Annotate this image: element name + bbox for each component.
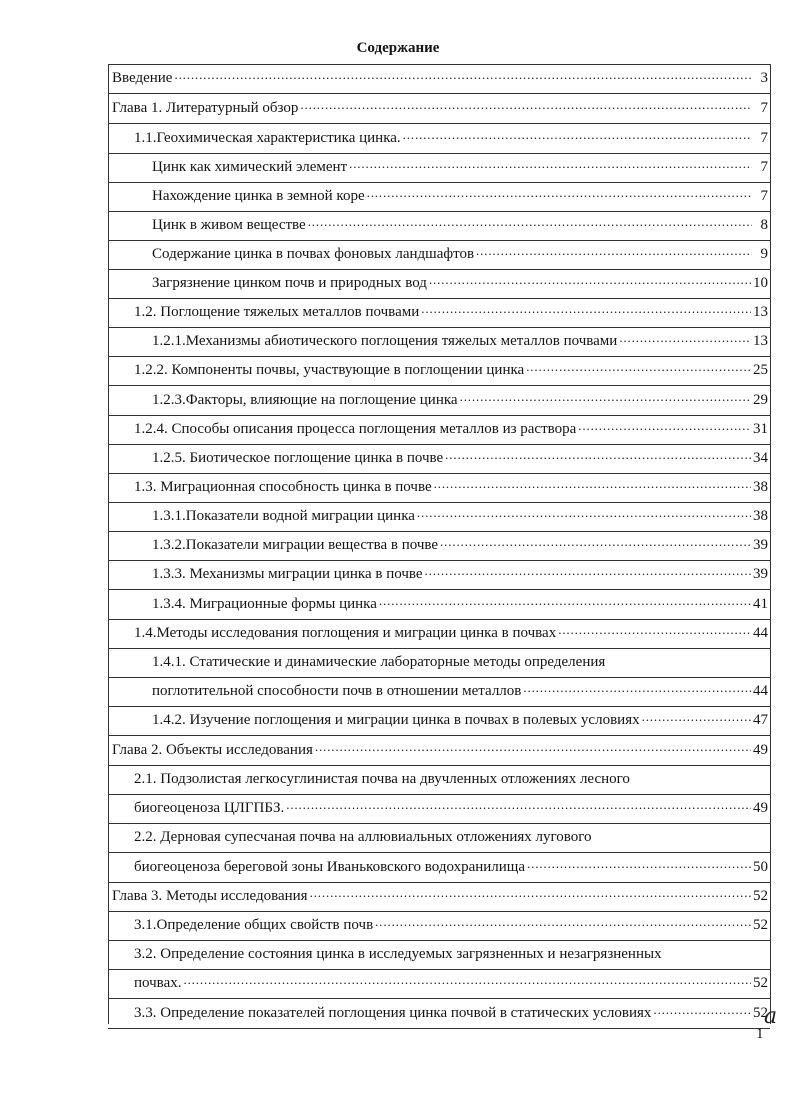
toc-entry-page: 7 [760,188,768,204]
toc-entry-page: 44 [753,683,768,699]
toc-entry-page: 38 [753,508,768,524]
row-rule [108,706,770,707]
toc-entry-page: 39 [753,566,768,582]
toc-entry-title: 1.2.3.Факторы, влияющие на поглощение цинка [152,392,458,408]
toc-entry [112,98,768,118]
dot-leader [308,212,752,232]
toc-entry-page: 13 [753,333,768,349]
row-rule [108,502,770,503]
toc-entry-page: 52 [753,917,768,933]
toc-entry-title: 1.2. Поглощение тяжелых металлов почвами [134,304,420,320]
toc-entry [152,506,768,526]
dot-leader [417,503,751,523]
dot-leader [315,737,751,757]
row-rule [108,794,770,795]
dot-leader [174,65,752,85]
row-rule [108,619,770,620]
dot-leader [403,125,752,145]
toc-entry-title: 3.2. Определение состояния цинка в исследуемых загрязненных и незагрязненных [134,946,662,962]
row-rule [108,589,770,590]
dot-leader [523,678,751,698]
toc-entry [152,564,768,584]
dot-leader [434,474,751,494]
toc-entry [134,827,768,847]
row-rule [108,882,770,883]
toc-entry-page: 34 [753,450,768,466]
toc-entry-title: 1.2.5. Биотическое поглощение цинка в почве [152,450,444,466]
toc-entry [134,798,768,818]
row-rule [108,852,770,853]
toc-entry-page: 7 [760,100,768,116]
toc-entry-title: 1.4.Методы исследования поглощения и миграции цинка в почвах [134,625,557,641]
toc-entry [152,244,768,264]
toc-entry-title: Цинк как химический элемент [152,159,348,175]
row-rule [108,153,770,154]
toc-entry-page: 7 [760,159,768,175]
toc-entry-title: 1.3.1.Показатели водной миграции цинка [152,508,415,524]
toc-entry [152,215,768,235]
toc-entry [134,623,768,643]
toc-entry-title: 1.4.1. Статические и динамические лабораторные методы определения [152,654,606,670]
toc-entry [152,331,768,351]
row-rule [108,998,770,999]
toc-entry-title: Нахождение цинка в земной коре [152,188,365,204]
toc-entry [134,769,768,789]
dot-leader [367,183,752,203]
toc-entry-title: 1.3.2.Показатели миграции вещества в почве [152,537,439,553]
dot-leader [183,970,751,990]
toc-entry-title: Глава 2. Объекты исследования [112,742,313,758]
toc-entry [152,535,768,555]
toc-entry-page: 52 [753,1005,768,1021]
toc-entry-page: 50 [753,859,768,875]
toc-entry [152,652,768,672]
dot-leader [476,241,752,261]
toc-entry-title: Введение [112,70,173,86]
row-rule [108,473,770,474]
row-rule [108,648,770,649]
frame-line [770,64,771,1024]
toc-entry-page: 7 [760,130,768,146]
toc-entry-page: 3 [760,70,768,86]
toc-entry [152,273,768,293]
row-rule [108,182,770,183]
row-rule [108,211,770,212]
toc-entry [134,360,768,380]
row-rule [108,560,770,561]
row-rule [108,735,770,736]
dot-leader [558,620,751,640]
dot-leader [429,270,751,290]
dot-leader [349,154,752,174]
dot-leader [425,561,751,581]
dot-leader [310,883,751,903]
toc-entry-title: 1.4.2. Изучение поглощения и миграции цинка в почвах в полевых условиях [152,712,640,728]
toc-entry-title: 3.1.Определение общих свойств почв [134,917,374,933]
toc-entry-page: 49 [753,742,768,758]
toc-entry-title: Цинк в живом веществе [152,217,306,233]
dot-leader [527,854,751,874]
toc-entry [152,681,768,701]
row-rule [108,298,770,299]
row-rule [108,356,770,357]
page-number: 1 [756,1026,764,1042]
toc-entry-title: 2.2. Дерновая супесчаная почва на аллювиальных отложениях лугового [134,829,592,845]
toc-entry-page: 25 [753,362,768,378]
row-rule [108,415,770,416]
toc-entry [134,128,768,148]
dot-leader [653,1000,751,1020]
toc-entry [134,419,768,439]
dot-leader [619,328,751,348]
toc-entry-page: 49 [753,800,768,816]
toc-entry [134,1003,768,1023]
row-rule [108,123,770,124]
toc-entry [152,710,768,730]
toc-entry-title: 2.1. Подзолистая легкосуглинистая почва на двучленных отложениях лесного [134,771,630,787]
toc-entry-page: 29 [753,392,768,408]
toc-entry-title: 1.1.Геохимическая характеристика цинка. [134,130,401,146]
row-rule [108,269,770,270]
dot-leader [421,299,751,319]
row-rule [108,240,770,241]
row-rule [108,1028,770,1029]
toc-entry [152,157,768,177]
toc-entry [134,477,768,497]
toc-entry [152,186,768,206]
page-title: Содержание [356,40,440,56]
frame-line [108,64,109,1024]
dot-leader [286,795,751,815]
toc-entry [112,68,768,88]
dot-leader [440,532,751,552]
toc-entry-page: 41 [753,596,768,612]
toc-entry-page: 47 [753,712,768,728]
toc-entry-page: 52 [753,975,768,991]
row-rule [108,327,770,328]
dot-leader [375,912,751,932]
row-rule [108,531,770,532]
toc-entry [112,886,768,906]
toc-entry-title: Глава 1. Литературный обзор [112,100,299,116]
dot-leader [445,445,751,465]
toc-entry [134,857,768,877]
toc-entry [152,448,768,468]
toc-entry [152,390,768,410]
toc-entry-page: 31 [753,421,768,437]
toc-entry-page: 13 [753,304,768,320]
toc-entry [134,915,768,935]
toc-entry [152,594,768,614]
toc-entry-page: 10 [753,275,768,291]
toc-entry-title: биогеоценоза ЦЛГПБЗ. [134,800,285,816]
dot-leader [300,95,752,115]
toc-entry-title: Глава 3. Методы исследования [112,888,308,904]
toc-entry-title: 1.2.4. Способы описания процесса поглощения металлов из раствора [134,421,577,437]
dot-leader [578,416,751,436]
toc-entry-page: 44 [753,625,768,641]
toc-entry [134,302,768,322]
dot-leader [642,707,751,727]
row-rule [108,969,770,970]
toc-entry-page: 8 [760,217,768,233]
dot-leader [460,387,751,407]
toc-entry-title: 1.3.3. Механизмы миграции цинка в почве [152,566,423,582]
row-rule [108,911,770,912]
toc-entry-title: 3.3. Определение показателей поглощения цинка почвой в статических условиях [134,1005,652,1021]
toc-entry-page: 52 [753,888,768,904]
toc-entry-page: 9 [760,246,768,262]
toc-entry-title: 1.3.4. Миграционные формы цинка [152,596,377,612]
toc-entry-page: 39 [753,537,768,553]
toc-entry [134,944,768,964]
toc-entry-title: 1.3. Миграционная способность цинка в почве [134,479,432,495]
toc-entry [134,973,768,993]
row-rule [108,765,770,766]
toc-entry-title: 1.2.2. Компоненты почвы, участвующие в поглощении цинка [134,362,525,378]
toc-entry-title: 1.2.1.Механизмы абиотического поглощения тяжелых металлов почвами [152,333,618,349]
row-rule [108,823,770,824]
toc-entry [112,740,768,760]
handwritten-mark: a [764,1004,778,1029]
row-rule [108,385,770,386]
toc-entry-page: 38 [753,479,768,495]
toc-entry-title: Загрязнение цинком почв и природных вод [152,275,427,291]
row-rule [108,677,770,678]
row-rule [108,93,770,94]
toc-entry-title: поглотительной способности почв в отношении металлов [152,683,522,699]
row-rule [108,444,770,445]
dot-leader [526,357,751,377]
toc-entry-title: почвах. [134,975,182,991]
toc-entry-title: биогеоценоза береговой зоны Иваньковского водохранилища [134,859,526,875]
row-rule [108,940,770,941]
dot-leader [379,591,751,611]
toc-entry-title: Содержание цинка в почвах фоновых ландшафтов [152,246,475,262]
